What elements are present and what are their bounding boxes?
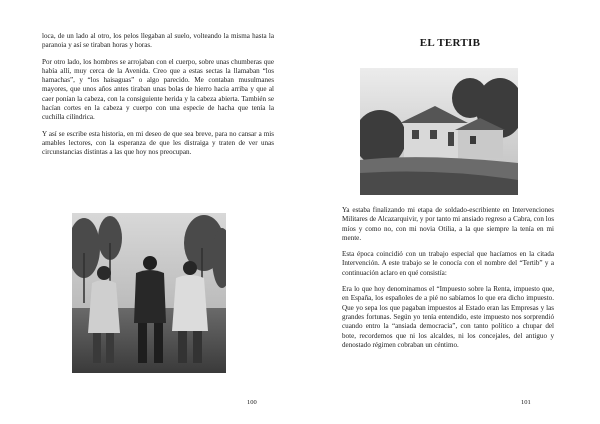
right-page-text: [342, 206, 554, 357]
left-page-text: [42, 32, 274, 165]
page-number: 101: [521, 399, 531, 406]
left-paragraph-3: Y así se escribe esta historia, en mi deseo de que sea breve, para no cansar a mis amables lectores, con la esperanza de que les distraiga y traten de ver unas circunstancias distintas a las que hoy nos preocupan.: [42, 129, 274, 157]
left-paragraph-1: loca, de un lado al otro, los pelos llegaban al suelo, volteando la misma hasta la paranoia y así se tiraban horas y horas.: [42, 32, 274, 50]
left-paragraph-2: Por otro lado, los hombres se arrojaban con el cuerpo, sobre unas chumberas que había allí, muy cerca de la Avenida. Creo que a estas sectas la llamaban “los hamachas”, y “los haisaguas” o algo parecido. Me contaban musulmanes mayores, que unos años antes tiraban unas bolas de hierro hacia arriba y que al caer ponían la cabeza, con la consiguiente herida y la cabeza abierta. También se hacían cortes en la cabeza y cuerpo con una especie de hacha que tenía la cuchilla cilíndrica.: [42, 57, 274, 122]
right-paragraph-3: Era lo que hoy denominamos el “Impuesto sobre la Renta, impuesto que, en España, los españoles de a pié no sabíamos lo que era dicho impuesto. Que yo sepa los que pagaban impuestos al Estado eran las Empresas y las grandes fortunas. Según yo tenía entendido, este impuesto nos sorprendió cuando entro la “ansiada democracia”, con tanto político a chupar del bote, recordemos que ni los alcaldes, ni los concejales, del antiguo y denostado régimen cobraban un céntimo.: [342, 285, 554, 349]
right-paragraph-2: Esta época coincidió con un trabajo especial que hacíamos en la citada Intervención. A este trabajo se le conocía con el nombre del “Tertib” y a continuación aclaro en qué consistía:: [342, 250, 554, 277]
photo-village-houses: [360, 68, 518, 195]
chapter-title: EL TERTIB: [419, 37, 481, 49]
page-number: 100: [247, 399, 257, 406]
photo-three-men: [72, 213, 226, 373]
right-paragraph-1: Ya estaba finalizando mi etapa de soldado-escribiente en Intervenciones Militares de Alcazarquivir, y por tanto mi ansiado regreso a Cabra, con los míos y como no, con mi novia Otilia, a la que siempre la tenía en mi mente.: [342, 206, 554, 242]
